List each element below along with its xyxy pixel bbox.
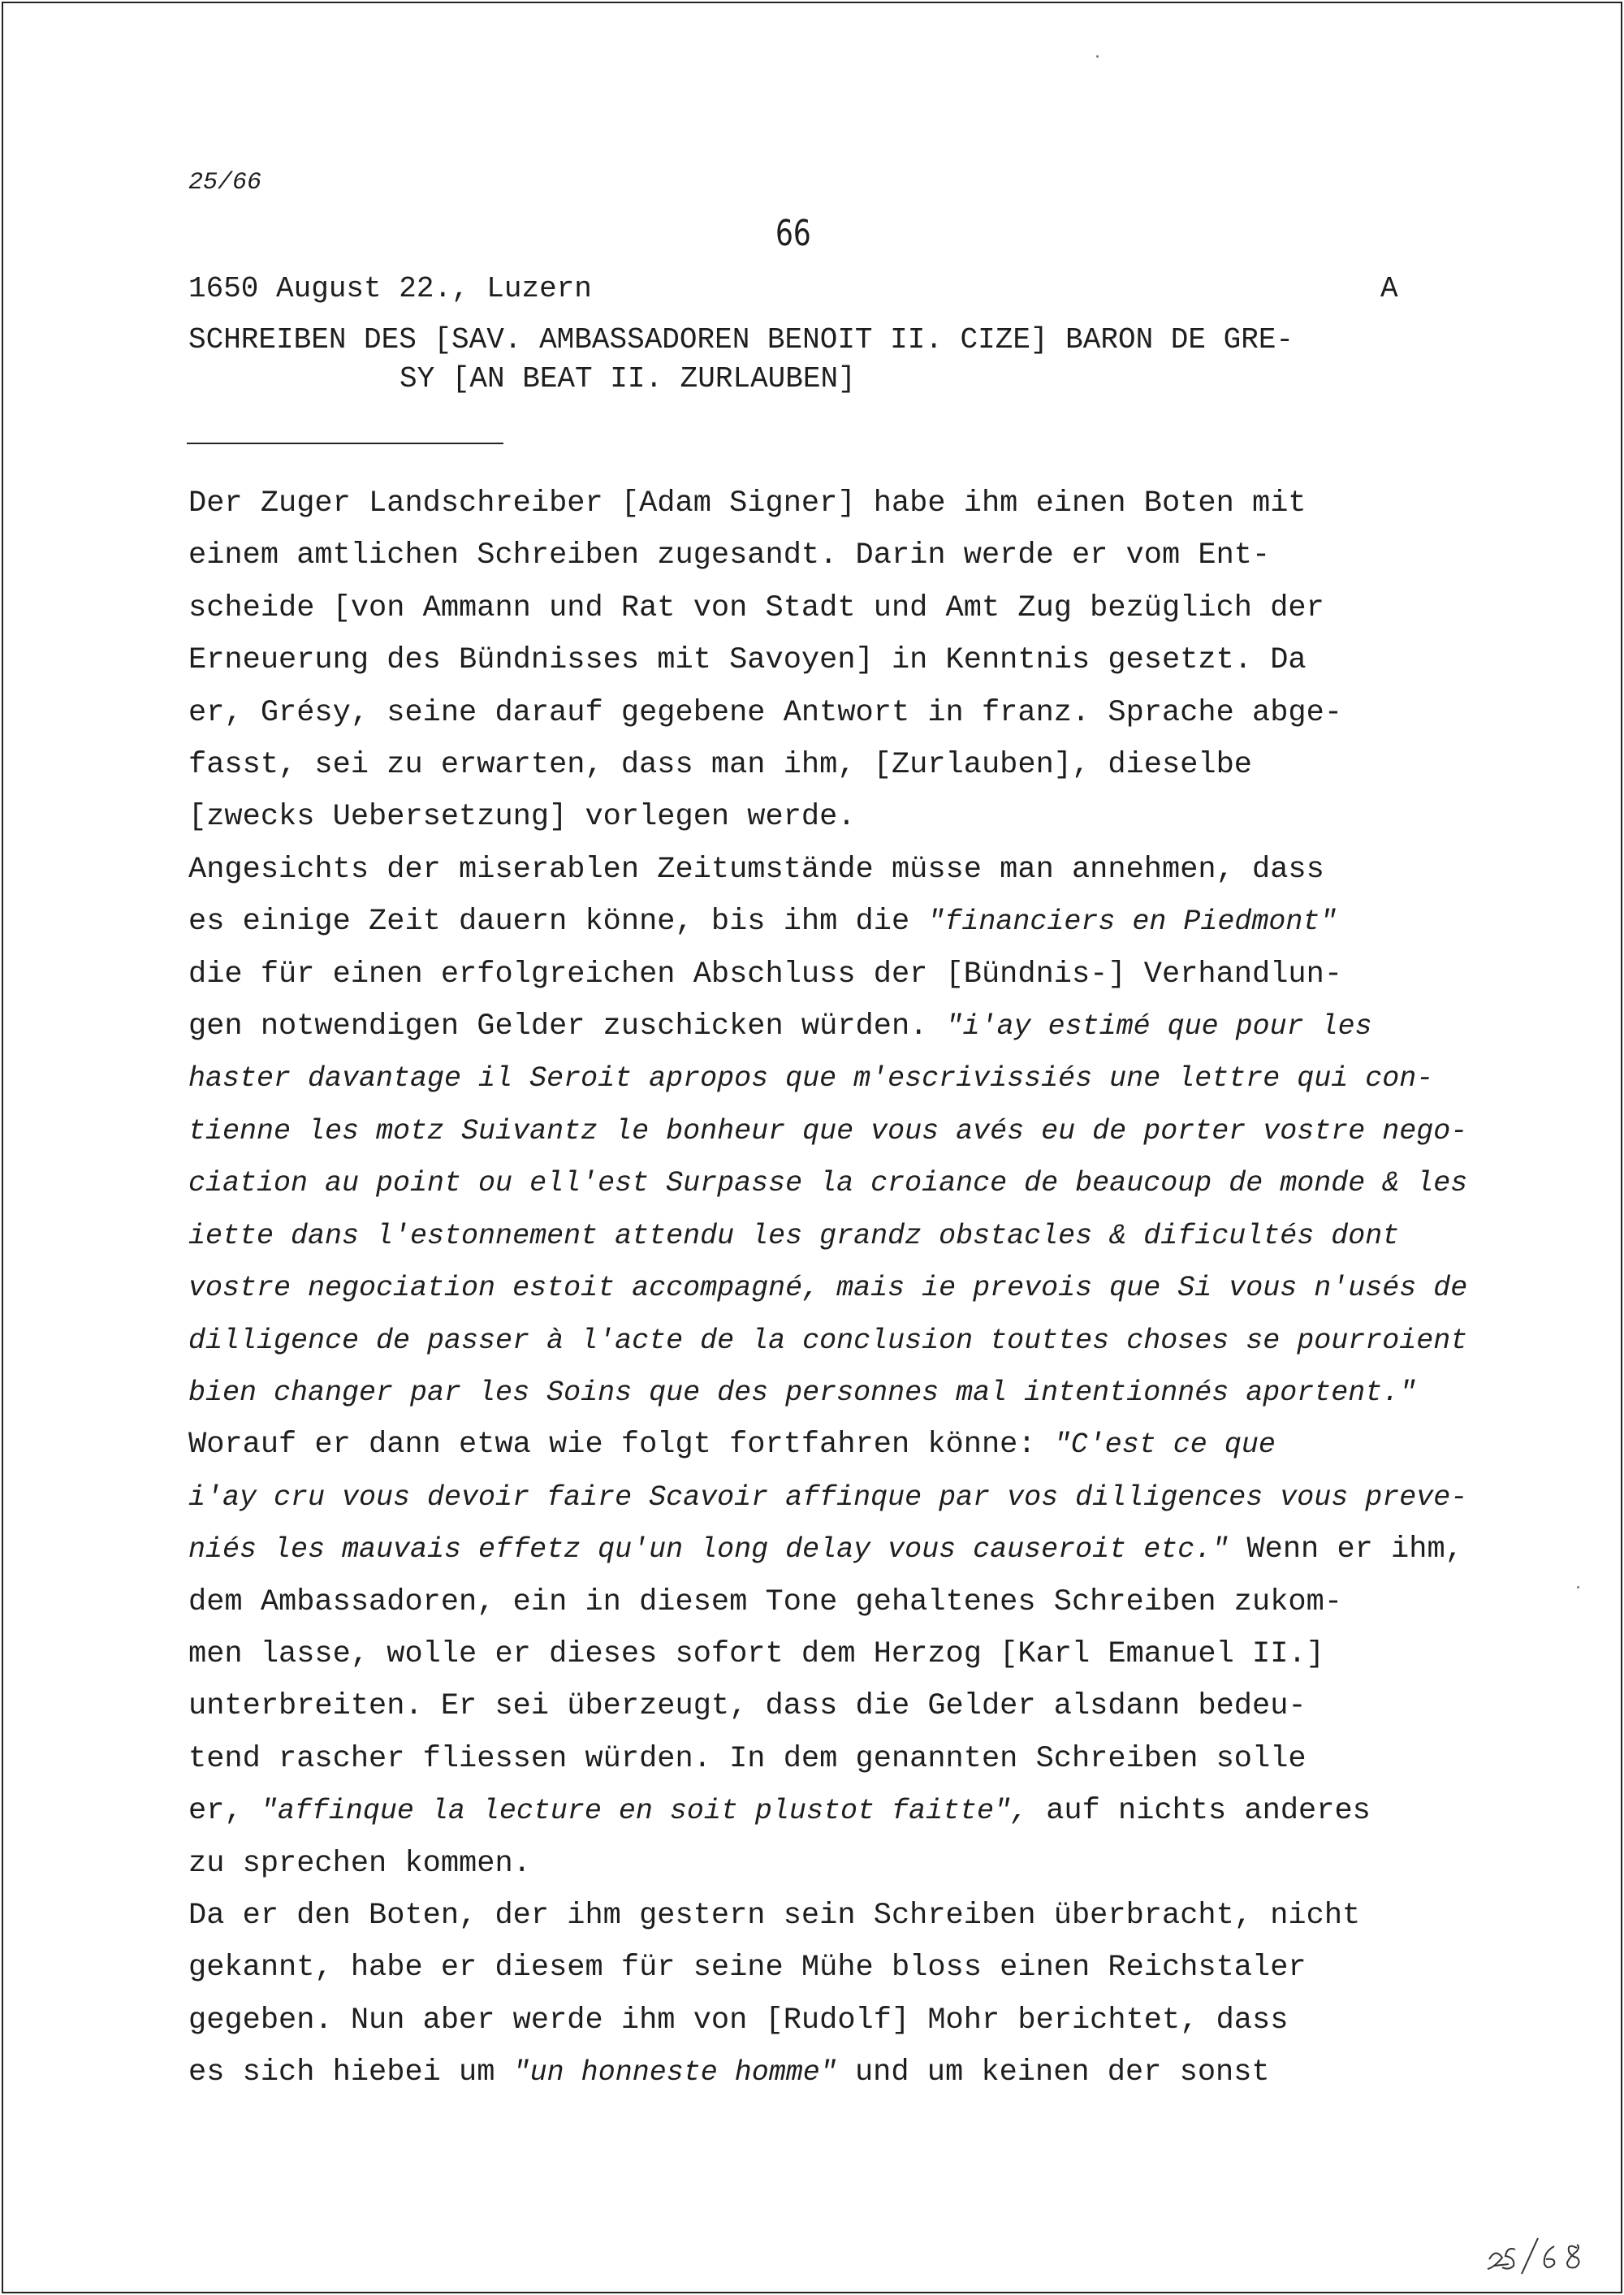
title-line-1: SCHREIBEN DES [SAV. AMBASSADOREN BENOIT II. CIZE] BARON DE GRE- [188, 323, 1294, 357]
body-line [188, 949, 1467, 1001]
text-segment: scheide [von Ammann und Rat von Stadt und Amt Zug bezüglich der [188, 590, 1324, 625]
scan-speck [1096, 55, 1099, 58]
french-quote-segment: "financiers en Piedmont" [927, 905, 1337, 939]
text-segment: tend rascher fliessen würden. In dem genannten Schreiben solle [188, 1741, 1307, 1776]
body-text [188, 478, 1467, 2099]
text-segment: zu sprechen kommen. [188, 1846, 531, 1881]
text-segment: Angesichts der miserablen Zeitumstände müsse man annehmen, dass [188, 852, 1324, 887]
archive-reference: 25/66 [188, 169, 262, 197]
french-quote-segment: ciation au point ou ell'est Surpasse la croiance de beaucoup de monde & les [188, 1167, 1468, 1200]
body-line [188, 1419, 1467, 1471]
text-segment: die für einen erfolgreichen Abschluss der [Bündnis-] Verhandlun- [188, 957, 1343, 992]
text-segment: gegeben. Nun aber werde ihm von [Rudolf] Mohr berichtet, dass [188, 2003, 1289, 2038]
body-line [188, 1315, 1467, 1367]
french-quote-segment: tienne les motz Suivantz le bonheur que vous avés eu de porter vostre nego- [188, 1114, 1468, 1148]
body-line [188, 478, 1467, 529]
document-title [188, 321, 1294, 399]
handwritten-page-note [1478, 2235, 1600, 2276]
text-segment: Da er den Boten, der ihm gestern sein Schreiben überbracht, nicht [188, 1898, 1361, 1933]
text-segment: fasst, sei zu erwarten, dass man ihm, [Zurlauben], dieselbe [188, 748, 1253, 783]
text-segment: er, [188, 1794, 261, 1829]
text-segment: gen notwendigen Gelder zuschicken würden. [188, 1009, 946, 1044]
body-line [188, 1262, 1467, 1314]
body-line [188, 739, 1467, 791]
body-line [188, 1052, 1467, 1104]
text-segment: einem amtlichen Schreiben zugesandt. Darin werde er vom Ent- [188, 538, 1271, 573]
text-segment: Der Zuger Landschreiber [Adam Signer] habe ihm einen Boten mit [188, 486, 1307, 521]
text-segment: Worauf er dann etwa wie folgt fortfahren könne: [188, 1428, 1054, 1463]
text-segment: es sich hiebei um [188, 2055, 513, 2090]
text-segment: gekannt, habe er diesem für seine Mühe bloss einen Reichstaler [188, 1951, 1307, 1986]
body-line [188, 2046, 1467, 2098]
body-line [188, 634, 1467, 686]
french-quote-segment: "i'ay estimé que pour les [945, 1010, 1372, 1044]
french-quote-segment: "C'est ce que [1053, 1428, 1276, 1462]
french-quote-segment: vostre negociation estoit accompagné, mais ie prevois que Si vous n'usés de [188, 1272, 1468, 1305]
french-quote-segment: dilligence de passer à l'acte de la conclusion touttes choses se pourroient [188, 1324, 1468, 1357]
body-line [188, 791, 1467, 843]
body-line [188, 896, 1467, 948]
body-line [188, 1576, 1467, 1628]
title-divider [187, 443, 503, 444]
page-number: 66 [775, 213, 811, 254]
letter-code: A [1380, 272, 1398, 305]
text-segment: [zwecks Uebersetzung] vorlegen werde. [188, 800, 856, 835]
body-line [188, 1838, 1467, 1890]
french-quote-segment: niés les mauvais effetz qu'un long delay vous causeroit etc." [188, 1533, 1229, 1567]
body-line [188, 1524, 1467, 1575]
body-line [188, 687, 1467, 739]
scan-speck [1577, 1586, 1579, 1588]
body-line [188, 1942, 1467, 1994]
date-place-line: 1650 August 22., Luzern [188, 272, 592, 305]
body-line [188, 529, 1467, 581]
body-line [188, 582, 1467, 634]
french-quote-segment: bien changer par les Soins que des personnes mal intentionnés aportent." [188, 1376, 1417, 1409]
french-quote-segment: "un honneste homme" [512, 2056, 837, 2090]
text-segment: es einige Zeit dauern könne, bis ihm die [188, 905, 928, 940]
french-quote-segment: i'ay cru vous devoir faire Scavoir affinque par vos dilligences vous preve- [188, 1480, 1468, 1514]
text-segment: men lasse, wolle er dieses sofort dem Herzog [Karl Emanuel II.] [188, 1636, 1324, 1671]
text-segment: unterbreiten. Er sei überzeugt, dass die Gelder alsdann bedeu- [188, 1689, 1307, 1724]
body-line [188, 1628, 1467, 1680]
text-segment: und um keinen der sonst [836, 2055, 1270, 2090]
text-segment: er, Grésy, seine darauf gegebene Antwort in franz. Sprache abge- [188, 695, 1343, 730]
text-segment: dem Ambassadoren, ein in diesem Tone gehaltenes Schreiben zukom- [188, 1584, 1343, 1619]
body-line [188, 1001, 1467, 1052]
text-segment: Wenn er ihm, [1229, 1532, 1463, 1567]
body-line [188, 1367, 1467, 1419]
text-segment: Erneuerung des Bündnisses mit Savoyen] in Kenntnis gesetzt. Da [188, 643, 1307, 678]
body-line [188, 1157, 1467, 1209]
title-line-2: SY [AN BEAT II. ZURLAUBEN] [400, 362, 856, 395]
body-line [188, 1785, 1467, 1837]
body-line [188, 844, 1467, 896]
text-segment: auf nichts anderes [1027, 1794, 1371, 1829]
french-quote-segment: haster davantage il Seroit apropos que m'escrivissiés une lettre qui con- [188, 1062, 1434, 1096]
body-line [188, 1733, 1467, 1785]
french-quote-segment: iette dans l'estonnement attendu les grandz obstacles & dificultés dont [188, 1219, 1400, 1252]
body-line [188, 1890, 1467, 1942]
body-line [188, 1105, 1467, 1157]
body-line [188, 1995, 1467, 2046]
body-line [188, 1210, 1467, 1262]
body-line [188, 1680, 1467, 1732]
body-line [188, 1472, 1467, 1524]
french-quote-segment: "affinque la lecture en soit plustot faitte", [260, 1795, 1028, 1828]
